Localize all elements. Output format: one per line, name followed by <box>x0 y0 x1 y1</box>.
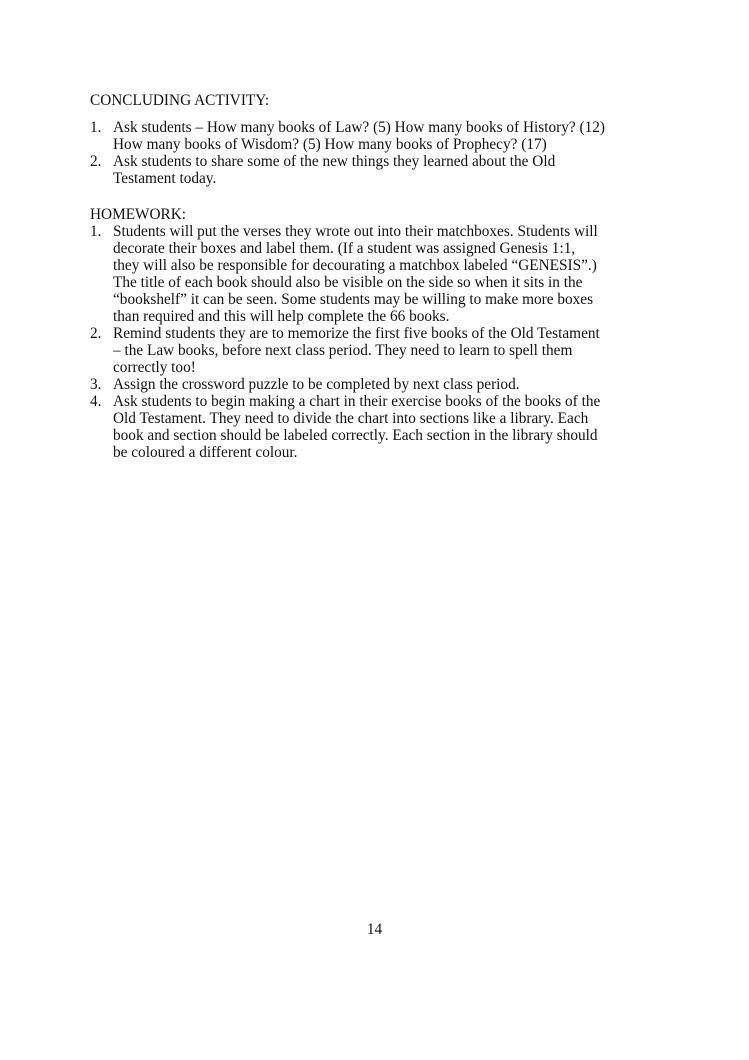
concluding-activity-heading <box>90 92 650 109</box>
list-item <box>90 223 650 325</box>
list-item <box>90 376 650 393</box>
item-text <box>113 223 650 325</box>
item-number: 2. <box>90 153 102 170</box>
text-line: than required and this will help complete the 66 books. <box>113 308 450 325</box>
list-item <box>90 153 650 187</box>
text-line: Remind students they are to memorize the first five books of the Old Testament <box>113 325 600 342</box>
text-line: Ask students to begin making a chart in their exercise books of the books of the <box>113 393 601 410</box>
text-line: Old Testament. They need to divide the chart into sections like a library. Each <box>113 410 589 427</box>
item-text <box>113 376 650 393</box>
list-item <box>90 393 650 461</box>
item-text <box>113 153 650 187</box>
item-text <box>113 393 650 461</box>
homework-heading <box>90 206 650 223</box>
item-number: 1. <box>90 119 102 136</box>
item-number: 2. <box>90 325 102 342</box>
text-line: “bookshelf” it can be seen. Some students may be willing to make more boxes <box>113 291 594 308</box>
item-number: 4. <box>90 393 102 410</box>
text-line: Ask students to share some of the new things they learned about the Old <box>113 153 556 170</box>
item-number: 3. <box>90 376 102 393</box>
text-line: correctly too! <box>113 359 196 376</box>
text-line: be coloured a different colour. <box>113 444 298 461</box>
concluding-activity-list <box>90 119 650 187</box>
text-line: The title of each book should also be visible on the side so when it sits in the <box>113 274 583 291</box>
text-line: Students will put the verses they wrote out into their matchboxes. Students will <box>113 223 598 240</box>
heading-text: HOMEWORK: <box>90 206 187 223</box>
item-text <box>113 325 650 376</box>
text-line: Assign the crossword puzzle to be completed by next class period. <box>113 376 520 393</box>
text-line: they will also be responsible for decourating a matchbox labeled “GENESIS”.) <box>113 257 597 274</box>
text-line: How many books of Wisdom? (5) How many books of Prophecy? (17) <box>113 136 547 153</box>
list-item <box>90 325 650 376</box>
page-number: 14 <box>366 921 383 938</box>
text-line: book and section should be labeled correctly. Each section in the library should <box>113 427 598 444</box>
text-line: Testament today. <box>113 170 217 187</box>
item-text <box>113 119 650 153</box>
homework-list <box>90 223 650 461</box>
text-line: Ask students – How many books of Law? (5) How many books of History? (12) <box>113 119 605 136</box>
text-line: decorate their boxes and label them. (If a student was assigned Genesis 1:1, <box>113 240 576 257</box>
text-line: – the Law books, before next class period. They need to learn to spell them <box>113 342 573 359</box>
heading-text: CONCLUDING ACTIVITY: <box>90 92 270 109</box>
item-number: 1. <box>90 223 102 240</box>
list-item <box>90 119 650 153</box>
